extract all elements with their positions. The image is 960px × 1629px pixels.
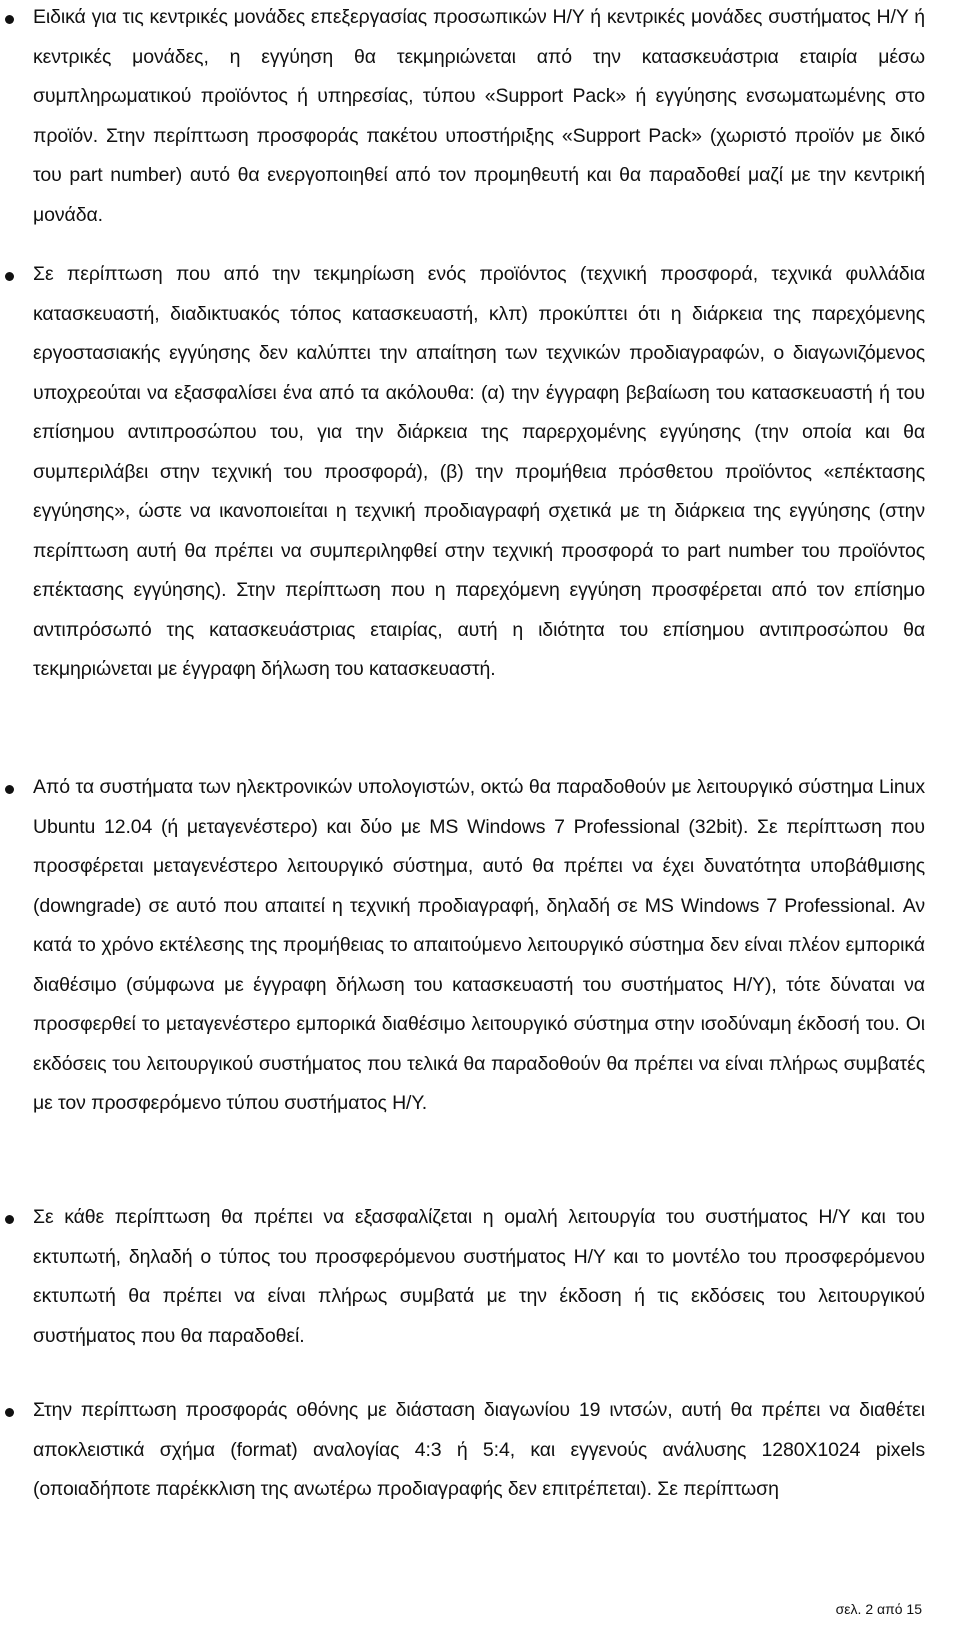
bullet-dot-icon [5, 272, 14, 281]
list-item-text: Σε περίπτωση που από την τεκμηρίωση ενός προϊόντος (τεχνική προσφορά, τεχνικά φυλλάδια κατασκευαστή, διαδικτυακός τόπος κατασκευαστή, κλπ) προκύπτει ότι η διάρκεια της παρεχόμενης εργοστασιακής εγγύησης δεν καλύπτει την απαίτηση των τεχνικών προδιαγραφών, ο διαγωνιζόμενος υποχρεούται να εξασφαλίσει ένα από τα ακόλουθα: (α) την έγγραφη βεβαίωση του κατασκευαστή ή του επίσημου αντιπροσώπου του, για την διάρκεια της παρερχομένης εγγύησης (την οποία και θα συμπεριλάβει στην τεχνική του προσφορά), (β) την προμήθεια πρόσθετου προϊόντος «επέκτασης εγγύησης», ώστε να ικανοποιείται η τεχνική προδιαγραφή σχετικά με τη διάρκεια της εγγύησης (στην περίπτωση αυτή θα πρέπει να συμπεριληφθεί στην τεχνική προσφορά το part number του προϊόντος επέκτασης εγγύησης). Στην περίπτωση που η παρεχόμενη εγγύηση προσφέρεται από τον επίσημο αντιπρόσωπό της κατασκευάστριας εταιρίας, αυτή η ιδιότητα του επίσημου αντιπροσώπου θα τεκμηριώνεται με έγγραφη δήλωση του κατασκευαστή. [33, 263, 925, 680]
bullet-dot-icon [5, 1408, 14, 1417]
bullet-dot-icon [5, 785, 14, 794]
list-item-text: Ειδικά για τις κεντρικές μονάδες επεξεργασίας προσωπικών Η/Υ ή κεντρικές μονάδες συστήματος Η/Υ ή κεντρικές μονάδες, η εγγύηση θα τεκμηριώνεται από την κατασκευάστρια εταιρία μέσω συμπληρωματικού προϊόντος ή υπηρεσίας, τύπου «Support Pack» ή εγγύησης ενσωματωμένης στο προϊόν. Στην περίπτωση προσφοράς πακέτου υποστήριξης «Support Pack» (χωριστό προϊόν με δικό του part number) αυτό θα ενεργοποιηθεί από τον προμηθευτή και θα παραδοθεί μαζί με την κεντρική μονάδα. [33, 6, 925, 226]
bullet-dot-icon [5, 1215, 14, 1224]
page-number: σελ. 2 από 15 [835, 1601, 922, 1617]
list-item-text: Από τα συστήματα των ηλεκτρονικών υπολογιστών, οκτώ θα παραδοθούν με λειτουργικό σύστημα Linux Ubuntu 12.04 (ή μεταγενέστερο) και δύο με MS Windows 7 Professional (32bit). Σε περίπτωση που προσφέρεται μεταγενέστερο λειτουργικό σύστημα, αυτό θα πρέπει να έχει δυνατότητα υποβάθμισης (downgrade) σε αυτό που απαιτεί η τεχνική προδιαγραφή, δηλαδή σε MS Windows 7 Professional. Αν κατά το χρόνο εκτέλεσης της προμήθειας το απαιτούμενο λειτουργικό σύστημα δεν είναι πλέον εμπορικά διαθέσιμο (σύμφωνα με έγγραφη δήλωση του κατασκευαστή του συστήματος Η/Υ), τότε δύναται να προσφερθεί το μεταγενέστερο εμπορικά διαθέσιμο λειτουργικό σύστημα στην ισοδύναμη έκδοσή του. Οι εκδόσεις του λειτουργικού συστήματος που τελικά θα παραδοθούν θα πρέπει να είναι πλήρως συμβατές με τον προσφερόμενο τύπου συστήματος Η/Υ. [33, 776, 925, 1114]
bullet-dot-icon [5, 15, 14, 24]
list-item-text: Στην περίπτωση προσφοράς οθόνης με διάσταση διαγωνίου 19 ιντσών, αυτή θα πρέπει να διαθέτει αποκλειστικά σχήμα (format) αναλογίας 4:3 ή 5:4, και εγγενούς ανάλυσης 1280X1024 pixels (οποιαδήποτε παρέκκλιση της ανωτέρω προδιαγραφής δεν επιτρέπεται). Σε περίπτωση [33, 1399, 925, 1500]
list-item-text: Σε κάθε περίπτωση θα πρέπει να εξασφαλίζεται η ομαλή λειτουργία του συστήματος Η/Υ και του εκτυπωτή, δηλαδή ο τύπος του προσφερόμενου συστήματος Η/Υ και το μοντέλο του προσφερόμενου εκτυπωτή θα πρέπει να είναι πλήρως συμβατά με την έκδοση ή τις εκδόσεις του λειτουργικού συστήματος που θα παραδοθεί. [33, 1206, 925, 1347]
